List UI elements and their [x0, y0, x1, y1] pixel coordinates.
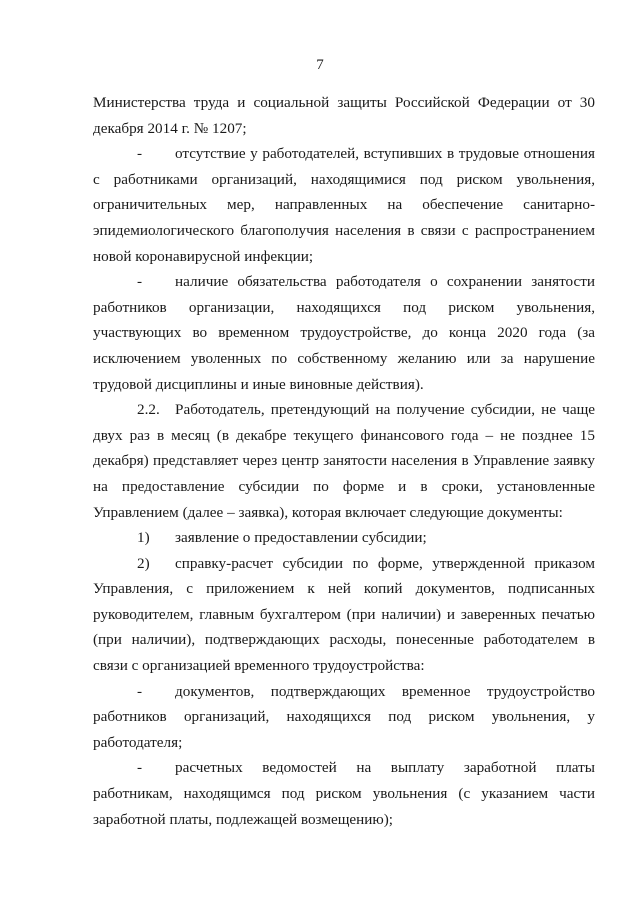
paragraph-text: расчетных ведомостей на выплату заработной платы работникам, находящимся под риском увольнения (с указанием части заработной платы, подлежащей возмещению); — [93, 759, 595, 828]
paragraph-continuation — [93, 90, 595, 141]
list-item-dash — [93, 755, 595, 832]
list-marker: 2) — [137, 554, 150, 572]
page-number: 7 — [316, 57, 324, 73]
paragraph-text: Работодатель, претендующий на получение субсидии, не чаще двух раз в месяц (в декабре текущего финансового года – не позднее 15 декабря) представляет через центр занятости населения в Управление заявку на предоставление субсидии по форме и в сроки, установленные Управлением (далее – заявка), которая включает следующие документы: — [93, 401, 595, 521]
numbered-clause — [93, 397, 595, 525]
list-item-numbered — [93, 551, 595, 679]
list-item-dash — [93, 141, 595, 269]
paragraph-text: документов, подтверждающих временное трудоустройство работников организаций, находящихся под риском увольнения, у работодателя; — [93, 682, 595, 751]
list-item-dash — [93, 679, 595, 756]
list-marker: - — [137, 682, 143, 700]
paragraph-text: заявление о предоставлении субсидии; — [175, 529, 427, 547]
list-item-dash — [93, 269, 595, 397]
list-marker: - — [137, 145, 143, 163]
document-body — [93, 90, 595, 832]
list-marker: 1) — [137, 529, 150, 547]
list-marker: - — [137, 273, 143, 291]
paragraph-text: отсутствие у работодателей, вступивших в трудовые отношения с работниками организаций, находящимися под риском увольнения, ограничительных мер, направленных на обеспечение санитарно-эпидемиологического благополучия населения в связи с распространением новой коронавирусной инфекции; — [93, 145, 595, 265]
list-item-numbered — [93, 525, 595, 551]
clause-number: 2.2. — [137, 401, 160, 419]
paragraph-text: справку-расчет субсидии по форме, утвержденной приказом Управления, с приложением к ней копий документов, подписанных руководителем, главным бухгалтером (при наличии) и заверенных печатью (при наличии), подтверждающих расходы, понесенные работодателем в связи с организацией временного трудоустройства: — [93, 554, 595, 675]
paragraph-text: наличие обязательства работодателя о сохранении занятости работников организации, находящихся под риском увольнения, участвующих во временном трудоустройстве, до конца 2020 года (за исключением уволенных по собственному желанию или за нарушение трудовой дисциплины и иные виновные действия). — [93, 273, 595, 393]
list-marker: - — [137, 759, 143, 777]
paragraph-text: Министерства труда и социальной защиты Российской Федерации от 30 декабря 2014 г. № 1207; — [93, 94, 595, 137]
